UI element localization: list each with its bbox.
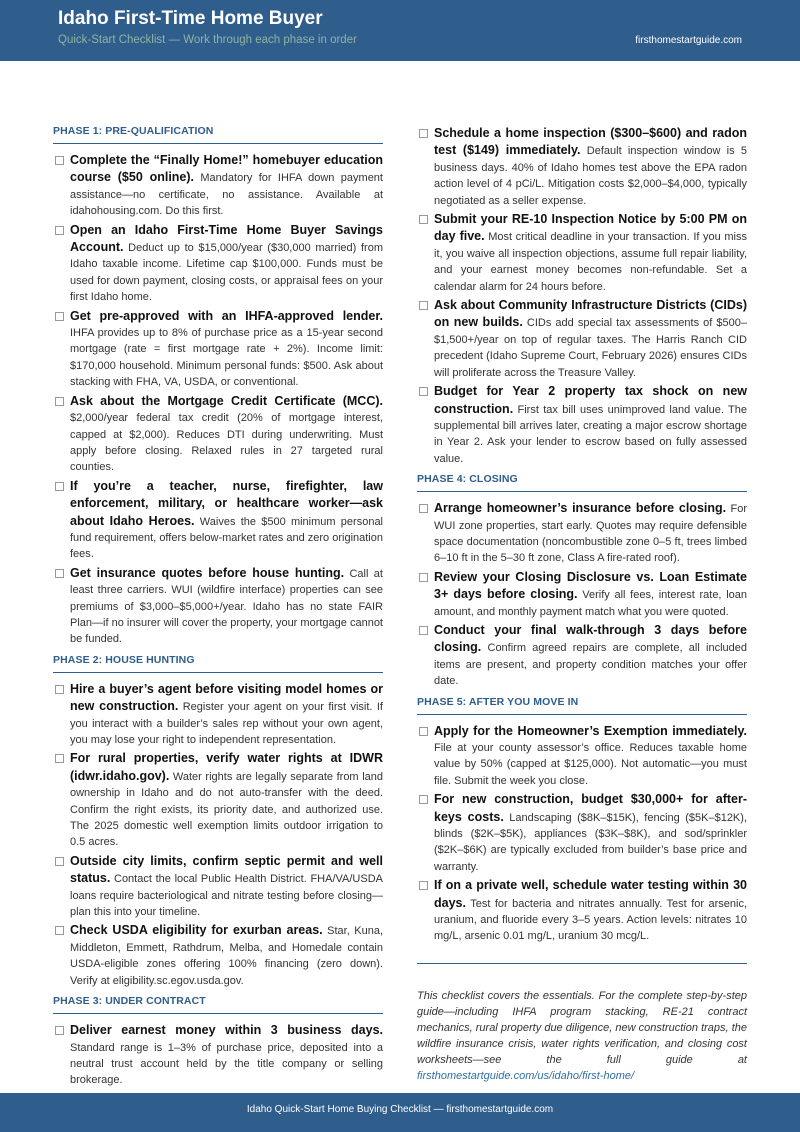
item-text: If on a private well, schedule water testing within 30 days. Test for bacteria and nitrates annually. Test for arsenic, uranium, and fluoride every 3–5 years. Action levels: nitrates 10 mg/L, arsenic 0.01 mg/L, uranium 30 mcg/L. bbox=[434, 878, 747, 943]
note-text: This checklist covers the essentials. For the complete step-by-step guide—including IHFA program stacking, RE-21 contract mechanics, rural property due diligence, new construction traps, the wildfire insurance crisis, water rights verification, and closing cost worksheets—see the full guide at bbox=[417, 989, 747, 1066]
phase-3-heading: PHASE 3: UNDER CONTRACT bbox=[53, 995, 383, 1014]
page-footer: Idaho Quick-Start Home Buying Checklist — firsthomestartguide.com bbox=[0, 1093, 800, 1132]
checklist-item bbox=[53, 565, 383, 648]
item-text: For rural properties, verify water rights at IDWR (idwr.idaho.gov). Water rights are legally separate from land ownership in Idaho and do not auto-transfer with the deed. Confirm the right exists, its priority date, and authorized use. The 2025 domestic well exemption limits outdoor irrigation to 0.5 acres. bbox=[70, 751, 383, 849]
checklist-item bbox=[53, 152, 383, 220]
phase-2-heading: PHASE 2: HOUSE HUNTING bbox=[53, 654, 383, 673]
checkbox[interactable] bbox=[55, 226, 64, 235]
checkbox[interactable] bbox=[419, 727, 428, 736]
divider bbox=[417, 963, 747, 964]
checkbox[interactable] bbox=[55, 397, 64, 406]
item-text: Schedule a home inspection ($300–$600) and radon test ($149) immediately. Default inspection window is 5 business days. 40% of Idaho homes test above the EPA radon action level of 4 pCi/L. Mitigation costs $2,000–$4,000, typically negotiated as a seller expense. bbox=[434, 126, 747, 207]
checklist-item bbox=[53, 393, 383, 476]
checkbox[interactable] bbox=[419, 215, 428, 224]
item-text: Hire a buyer’s agent before visiting model homes or new construction. Register your agent on your first visit. If you interact with a builder’s sales rep without your own agent, you may lose your right to independent representation. bbox=[70, 681, 383, 746]
header-site-link[interactable]: firsthomestartguide.com bbox=[635, 35, 742, 46]
checkbox[interactable] bbox=[419, 387, 428, 396]
item-text: Check USDA eligibility for exurban areas. Star, Kuna, Middleton, Emmett, Rathdrum, Melba, and Homedale contain USDA-eligible zones offering 100% financing (zero down). Verify at eligibility.sc.egov.usda.gov. bbox=[70, 923, 383, 987]
checkbox[interactable] bbox=[55, 569, 64, 578]
item-text: Complete the “Finally Home!” homebuyer education course ($50 online). Mandatory for IHFA down payment assistance—no certificate, no assistance. Available at idahohousing.com. Do this first. bbox=[70, 153, 383, 218]
checklist-item bbox=[417, 791, 747, 875]
item-text: Deliver earnest money within 3 business days. Standard range is 1–3% of purchase price, deposited into a neutral trust account held by the title company or selling brokerage. bbox=[70, 1023, 383, 1087]
item-text: Arrange homeowner’s insurance before closing. For WUI zone properties, start early. Quotes may require defensible space documentation (noncombustible zone 0–5 ft, trees limbed 6–10 ft in the 5–30 ft zone, Class A fire-rated roof). bbox=[434, 501, 747, 565]
checklist-item bbox=[53, 922, 383, 989]
item-text: Ask about Community Infrastructure Districts (CIDs) on new builds. CIDs add special tax assessments of $500–$1,500+/year on top of regular taxes. The Harris Ranch CID precedent (Idaho Supreme Court, February 2026) ensures CIDs will proliferate across the Treasure Valley. bbox=[434, 298, 747, 379]
checklist-item bbox=[417, 723, 747, 790]
item-text: Conduct your final walk-through 3 days before closing. Confirm agreed repairs are complete, all included items are present, and property condition matches your offer date. bbox=[434, 622, 747, 688]
item-text: Budget for Year 2 property tax shock on new construction. First tax bill uses unimproved land value. The supplemental bill arrives later, creating a major escrow shortage in Year 2. Ask your lender to escrow based on fully assessed value. bbox=[434, 384, 747, 465]
checkbox[interactable] bbox=[419, 626, 428, 635]
item-text: Open an Idaho First-Time Home Buyer Savings Account. Deduct up to $15,000/year ($30,000 married) from Idaho taxable income. Lifetime cap $100,000. Funds must be used for down payment, closing costs, or appraisal fees on your first Idaho home. bbox=[70, 222, 383, 304]
checklist-item bbox=[53, 750, 383, 850]
checkbox[interactable] bbox=[55, 857, 64, 866]
checkbox[interactable] bbox=[55, 156, 64, 165]
checklist-item bbox=[53, 478, 383, 563]
checklist-item bbox=[417, 125, 747, 209]
phase-4-heading: PHASE 4: CLOSING bbox=[417, 473, 747, 492]
checklist-item bbox=[53, 222, 383, 306]
phase-5-heading: PHASE 5: AFTER YOU MOVE IN bbox=[417, 696, 747, 715]
checkbox[interactable] bbox=[419, 573, 428, 582]
page-header bbox=[0, 0, 800, 61]
checklist-item bbox=[417, 211, 747, 295]
item-text: Submit your RE-10 Inspection Notice by 5:00 PM on day five. Most critical deadline in your transaction. If you miss it, you waive all inspection objections, assume full repair liability, and your earnest money becomes non-refundable. Set a calendar alarm for 24 hours before. bbox=[434, 212, 747, 293]
checklist-item bbox=[53, 853, 383, 921]
checkbox[interactable] bbox=[419, 504, 428, 513]
right-column bbox=[417, 125, 747, 1084]
checkbox[interactable] bbox=[55, 685, 64, 694]
item-text: For new construction, budget $30,000+ for after-keys costs. Landscaping ($8K–$15K), fencing ($5K–$12K), blinds ($2K–$5K), appliances ($3K–$8K), and sod/sprinkler ($2K–$6K) are typically excluded from builder’s base price and warranty. bbox=[434, 792, 747, 873]
checklist-item bbox=[53, 681, 383, 749]
checklist-item bbox=[417, 383, 747, 467]
item-text: Outside city limits, confirm septic permit and well status. Contact the local Public Health District. FHA/VA/USDA loans require bacteriological and nitrate testing before closing—plan this into your timeline. bbox=[70, 853, 383, 919]
checkbox[interactable] bbox=[55, 312, 64, 321]
checklist-item bbox=[53, 308, 383, 391]
item-text: Ask about the Mortgage Credit Certificate (MCC). $2,000/year federal tax credit (20% of mortgage interest, capped at $2,000). Reduces DTI during underwriting. Must apply before closing. Relaxed rules in 27 targeted rural counties. bbox=[70, 393, 383, 474]
checklist-item bbox=[417, 569, 747, 620]
item-text: Review your Closing Disclosure vs. Loan Estimate 3+ days before closing. Verify all fees, interest rate, loan amount, and monthly payment match what you were quoted. bbox=[434, 569, 747, 618]
page-subtitle: Quick-Start Checklist — Work through each phase in order bbox=[58, 34, 357, 46]
checklist-item bbox=[417, 297, 747, 381]
guide-link[interactable]: firsthomestartguide.com/us/idaho/first-home/ bbox=[417, 1069, 635, 1082]
closing-note bbox=[417, 988, 747, 1084]
page-title: Idaho First-Time Home Buyer bbox=[58, 8, 323, 29]
item-text: If you’re a teacher, nurse, firefighter, law enforcement, military, or healthcare worker—ask about Idaho Heroes. Waives the $500 minimum personal fund requirement, offers below-market rates and zero origination fees. bbox=[70, 478, 383, 561]
checkbox[interactable] bbox=[419, 795, 428, 804]
item-text: Get pre-approved with an IHFA-approved lender. IHFA provides up to 8% of purchase price as a 15-year second mortgage (rate = first mortgage rate + 2%). Income limit: $170,000 household. Minimum personal funds: $500. Ask about stacking with FHA, VA, USDA, or conventional. bbox=[70, 308, 383, 389]
checkbox[interactable] bbox=[55, 926, 64, 935]
phase-1-heading: PHASE 1: PRE-QUALIFICATION bbox=[53, 125, 383, 144]
checkbox[interactable] bbox=[55, 754, 64, 763]
checklist-item bbox=[53, 1022, 383, 1089]
item-text: Get insurance quotes before house hunting. Call at least three carriers. WUI (wildfire interface) properties can see premiums of $3,000–$5,000+/year. Idaho has no state FAIR Plan—if no insurer will cover the property, your mortgage cannot be funded. bbox=[70, 565, 383, 646]
left-column bbox=[53, 125, 383, 1091]
checkbox[interactable] bbox=[419, 301, 428, 310]
checkbox[interactable] bbox=[419, 881, 428, 890]
checklist-item bbox=[417, 622, 747, 690]
checkbox[interactable] bbox=[55, 482, 64, 491]
checkbox[interactable] bbox=[55, 1026, 64, 1035]
checklist-item bbox=[417, 877, 747, 945]
checkbox[interactable] bbox=[419, 129, 428, 138]
checklist-item bbox=[417, 500, 747, 567]
item-text: Apply for the Homeowner’s Exemption immediately. File at your county assessor’s office. Reduces taxable home value by 50% (capped at $125,000). Not automatic—you must file. Submit the week you close. bbox=[434, 723, 747, 787]
